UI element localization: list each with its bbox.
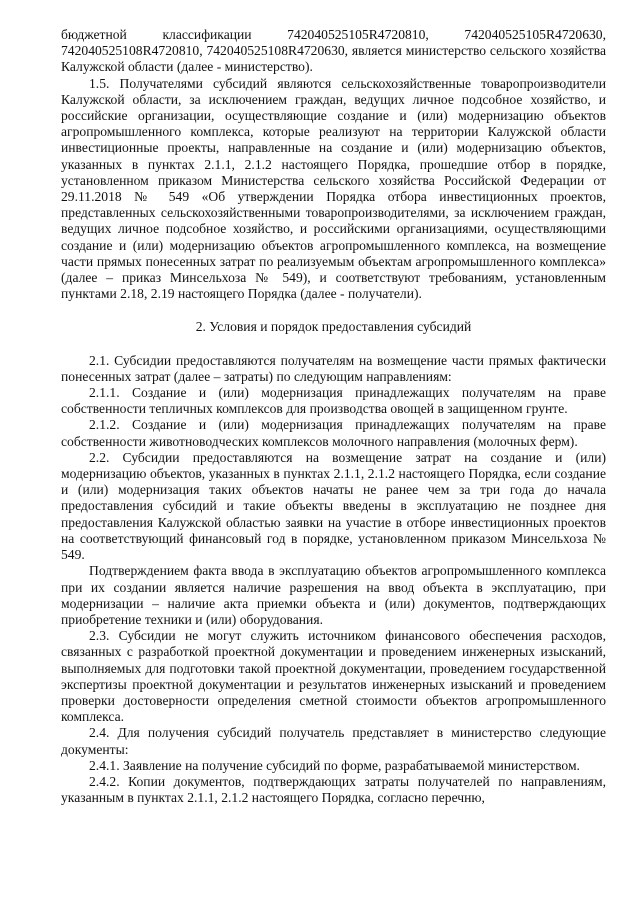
paragraph-2-4: 2.4. Для получения субсидий получатель представляет в министерство следующие документы: [61, 725, 606, 757]
paragraph-2-2: 2.2. Субсидии предоставляются на возмещение затрат на создание и (или) модернизацию объектов, указанных в пунктах 2.1.1, 2.1.2 настоящего Порядка, если создание и (или) модернизация таких объектов начаты не ранее чем за три года до начала предоставления субсидий и такие объекты введены в эксплуатацию не позднее дня предоставления Калужской областью заявки на участие в отборе инвестиционных проектов на соответствующий финансовый год в порядке, установленном приказом Минсельхоза № 549. [61, 449, 606, 563]
paragraph-1-5: 1.5. Получателями субсидий являются сельскохозяйственные товаропроизводители Калужской области, за исключением граждан, ведущих личное подсобное хозяйство, и российские организации, осуществляющие создание и (или) модернизацию объектов агропромышленного комплекса, которые реализуют на территории Калужской области инвестиционные проекты, направленные на создание и (или) модернизацию объектов, указанных в пунктах 2.1.1, 2.1.2 настоящего Порядка, прошедшие отбор в порядке, установленном приказом Министерства сельского хозяйства Российской Федерации от 29.11.2018 № 549 «Об утверждении Порядка отбора инвестиционных проектов, представленных сельскохозяйственными товаропроизводителями, за исключением граждан, ведущих личное подсобное хозяйство, и российскими организациями, осуществляющими создание и (или) модернизацию объектов агропромышленного комплекса, на возмещение части прямых понесенных затрат по реализуемым объектам агропромышленного комплекса» (далее – приказ Минсельхоза № 549), и соответствуют требованиям, установленным пунктами 2.18, 2.19 настоящего Порядка (далее - получатели). [61, 75, 606, 302]
paragraph-2-1-2: 2.1.2. Создание и (или) модернизация принадлежащих получателям на праве собственности животноводческих комплексов молочного направления (молочных ферм). [61, 417, 606, 449]
paragraph-commissioning-proof: Подтверждением факта ввода в эксплуатацию объектов агропромышленного комплекса при их создании является наличие разрешения на ввод объекта в эксплуатацию, при модернизации – наличие акта приемки объекта и (или) документов, подтверждающих приобретение техники и (или) оборудования. [61, 563, 606, 627]
paragraph-2-1-1: 2.1.1. Создание и (или) модернизация принадлежащих получателям на праве собственности тепличных комплексов для производства овощей в защищенном грунте. [61, 385, 606, 417]
paragraph-2-4-1: 2.4.1. Заявление на получение субсидий по форме, разрабатываемой министерством. [89, 757, 580, 773]
paragraph-2-4-2: 2.4.2. Копии документов, подтверждающих затраты получателей по направлениям, указанным в пунктах 2.1.1, 2.1.2 настоящего Порядка, согласно перечню, [61, 773, 606, 806]
paragraph-budget-classification: бюджетной классификации 742040525105R4720810, 742040525105R4720630, 742040525108R4720810, 742040525108R4720630, является министерство сельского хозяйства Калужской области (далее - министерство). [61, 27, 606, 75]
section-heading: 2. Условия и порядок предоставления субсидий [195, 319, 472, 335]
paragraph-2-3: 2.3. Субсидии не могут служить источником финансового обеспечения расходов, связанных с разработкой проектной документации и проведением инженерных изысканий, выполняемых для подготовки такой проектной документации, проведением государственной экспертизы проектной документации и результатов инженерных изысканий и проведением проверки достоверности определения сметной стоимости объектов агропромышленного комплекса. [61, 628, 606, 725]
paragraph-2-1: 2.1. Субсидии предоставляются получателям на возмещение части прямых фактически понесенных затрат (далее – затраты) по следующим направлениям: [61, 352, 606, 384]
